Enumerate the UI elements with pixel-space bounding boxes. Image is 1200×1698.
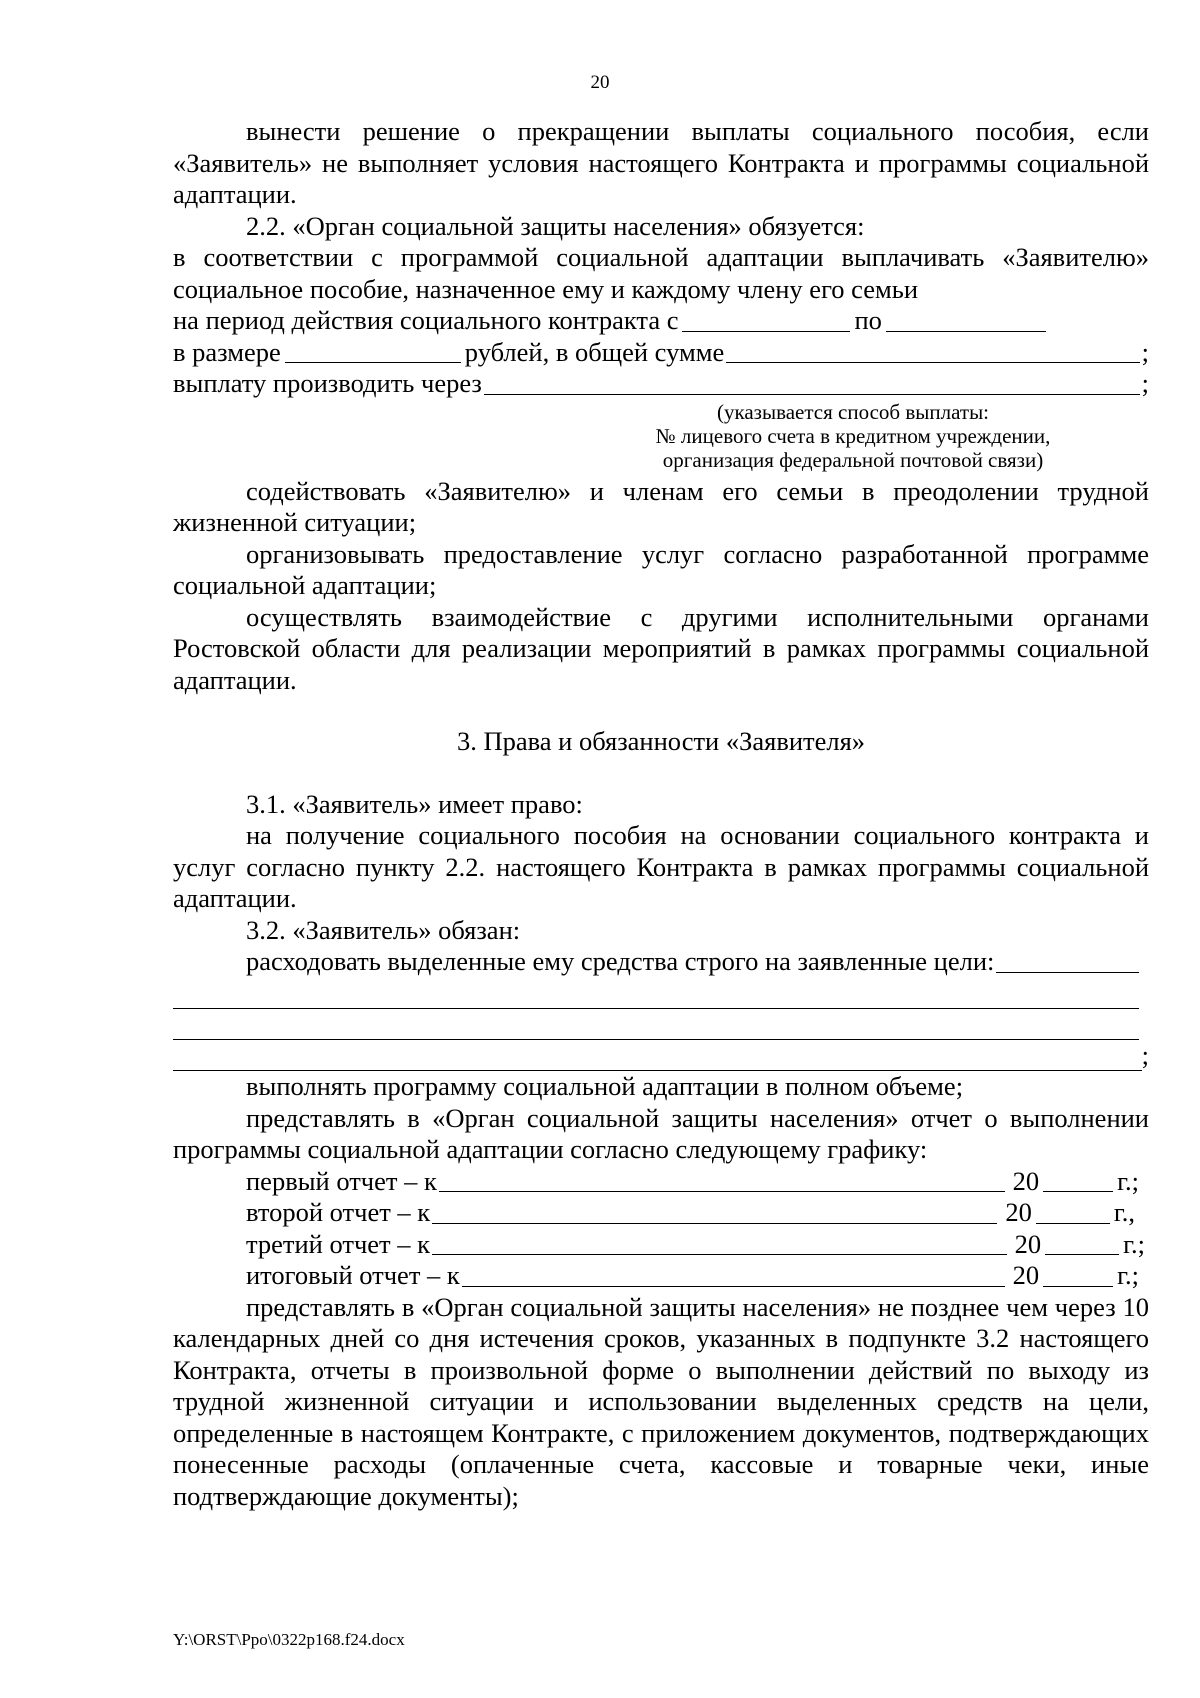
spend-purpose-line-4[interactable] — [173, 1040, 1142, 1071]
spend-purpose-line-4-row — [173, 1040, 1149, 1072]
note-line-3: организация федеральной почтовой связи) — [662, 447, 1044, 472]
schedule-date-field[interactable] — [432, 1199, 997, 1224]
schedule-year: 20 — [1012, 1165, 1040, 1196]
note-line-2: № лицевого счета в кредитном учреждении, — [655, 423, 1051, 448]
pay-via-line — [173, 368, 1149, 400]
schedule-year: 20 — [1014, 1228, 1042, 1259]
schedule-row — [246, 1197, 1149, 1229]
pay-via-label: выплату производить через — [173, 368, 482, 398]
paragraph-decision: вынести решение о прекращении выплаты социального пособия, если «Заявитель» не выполняет условия настоящего Контракта и программы социальной адаптации. — [173, 116, 1149, 209]
schedule-suffix: г., — [1113, 1197, 1135, 1227]
amount-field[interactable] — [285, 338, 461, 363]
period-line — [173, 305, 1149, 337]
payment-method-note — [593, 400, 1113, 472]
schedule-row — [246, 1260, 1149, 1292]
paragraph-report: представлять в «Орган социальной защиты населения» отчет о выполнении программы социальной адаптации согласно следующему графику: — [173, 1102, 1149, 1164]
schedule-date-field[interactable] — [439, 1167, 1005, 1192]
period-end-field[interactable] — [886, 307, 1046, 332]
spend-label: расходовать выделенные ему средства строго на заявленные цели: — [246, 946, 995, 976]
amount-line — [173, 337, 1149, 369]
section-2-2-title: 2.2. «Орган социальной защиты населения» обязуется: — [246, 210, 865, 241]
spend-purpose-line-2[interactable] — [173, 978, 1139, 1009]
semicolon: ; — [1141, 368, 1149, 398]
schedule-year-field[interactable] — [1045, 1230, 1119, 1255]
semicolon: ; — [1141, 1039, 1149, 1070]
section-3-1-title: 3.1. «Заявитель» имеет право: — [246, 788, 583, 819]
page-number: 20 — [590, 72, 610, 93]
schedule-year: 20 — [1012, 1260, 1040, 1290]
period-label: на период действия социального контракта с — [173, 305, 679, 335]
schedule-year-field[interactable] — [1043, 1262, 1113, 1287]
schedule-year: 20 — [1005, 1197, 1032, 1227]
spend-purpose-field[interactable] — [996, 948, 1139, 973]
semicolon: ; — [1141, 336, 1149, 367]
schedule-suffix: г.; — [1117, 1165, 1139, 1196]
paragraph-organize: организовывать предоставление услуг согласно разработанной программе социальной адаптации; — [173, 538, 1149, 600]
total-amount-field[interactable] — [726, 338, 1139, 363]
schedule-suffix: г.; — [1117, 1260, 1139, 1290]
schedule-row — [246, 1166, 1149, 1198]
schedule-date-field[interactable] — [462, 1262, 1005, 1287]
period-to-label: по — [854, 305, 882, 335]
spend-purpose-line-3[interactable] — [173, 1009, 1139, 1040]
schedule-label: второй отчет – к — [246, 1197, 431, 1227]
paragraph-final: представлять в «Орган социальной защиты населения» не позднее чем через 10 календарных дней со дня истечения сроков, указанных в подпункте 3.2 настоящего Контракта, отчеты в произвольной форме о выполнении действий по выходу из трудной жизненной ситуации и использовании выделенных средств на цели, определенные в настоящем Контракте, с приложением документов, подтверждающих понесенные расходы (оплаченные счета, кассовые и товарные чеки, иные подтверждающие документы); — [173, 1291, 1149, 1511]
paragraph-fulfil: выполнять программу социальной адаптации в полном объеме; — [246, 1071, 964, 1101]
schedule-label: третий отчет – к — [246, 1228, 431, 1259]
note-line-1: (указывается способ выплаты: — [716, 399, 990, 424]
footer-file-path: Y:\ORST\Ppo\0322p168.f24.docx — [173, 1630, 405, 1649]
section-3-heading: 3. Права и обязанности «Заявителя» — [456, 726, 866, 756]
document-body — [173, 116, 1149, 1512]
paragraph-interact: осуществлять взаимодействие с другими исполнительными органами Ростовской области для реализации мероприятий в рамках программы социальной адаптации. — [173, 601, 1149, 695]
paragraph-pay-line-1: в соответствии с программой социальной адаптации выплачивать «Заявителю» — [173, 242, 1149, 272]
schedule-date-field[interactable] — [432, 1230, 1007, 1255]
report-schedule — [173, 1166, 1149, 1292]
paragraph-pay-line-2: социальное пособие, назначенное ему и каждому члену его семьи — [173, 273, 919, 304]
schedule-year-field[interactable] — [1036, 1199, 1110, 1224]
spend-line — [173, 946, 1149, 978]
section-3-2-title: 3.2. «Заявитель» обязан: — [246, 914, 521, 945]
schedule-row — [246, 1229, 1149, 1261]
period-start-field[interactable] — [682, 307, 850, 332]
schedule-suffix: г.; — [1123, 1228, 1145, 1259]
total-label: рублей, в общей сумме — [464, 336, 725, 367]
schedule-label: первый отчет – к — [246, 1165, 437, 1196]
amount-label: в размере — [173, 336, 281, 367]
pay-via-field[interactable] — [484, 370, 1140, 395]
paragraph-3-1-text: на получение социального пособия на основании социального контракта и услуг согласно пункту 2.2. настоящего Контракта в рамках программы социальной адаптации. — [173, 820, 1149, 913]
paragraph-assist: содействовать «Заявителю» и членам его семьи в преодолении трудной жизненной ситуации; — [173, 475, 1149, 537]
schedule-label: итоговый отчет – к — [246, 1260, 460, 1290]
schedule-year-field[interactable] — [1043, 1167, 1113, 1192]
